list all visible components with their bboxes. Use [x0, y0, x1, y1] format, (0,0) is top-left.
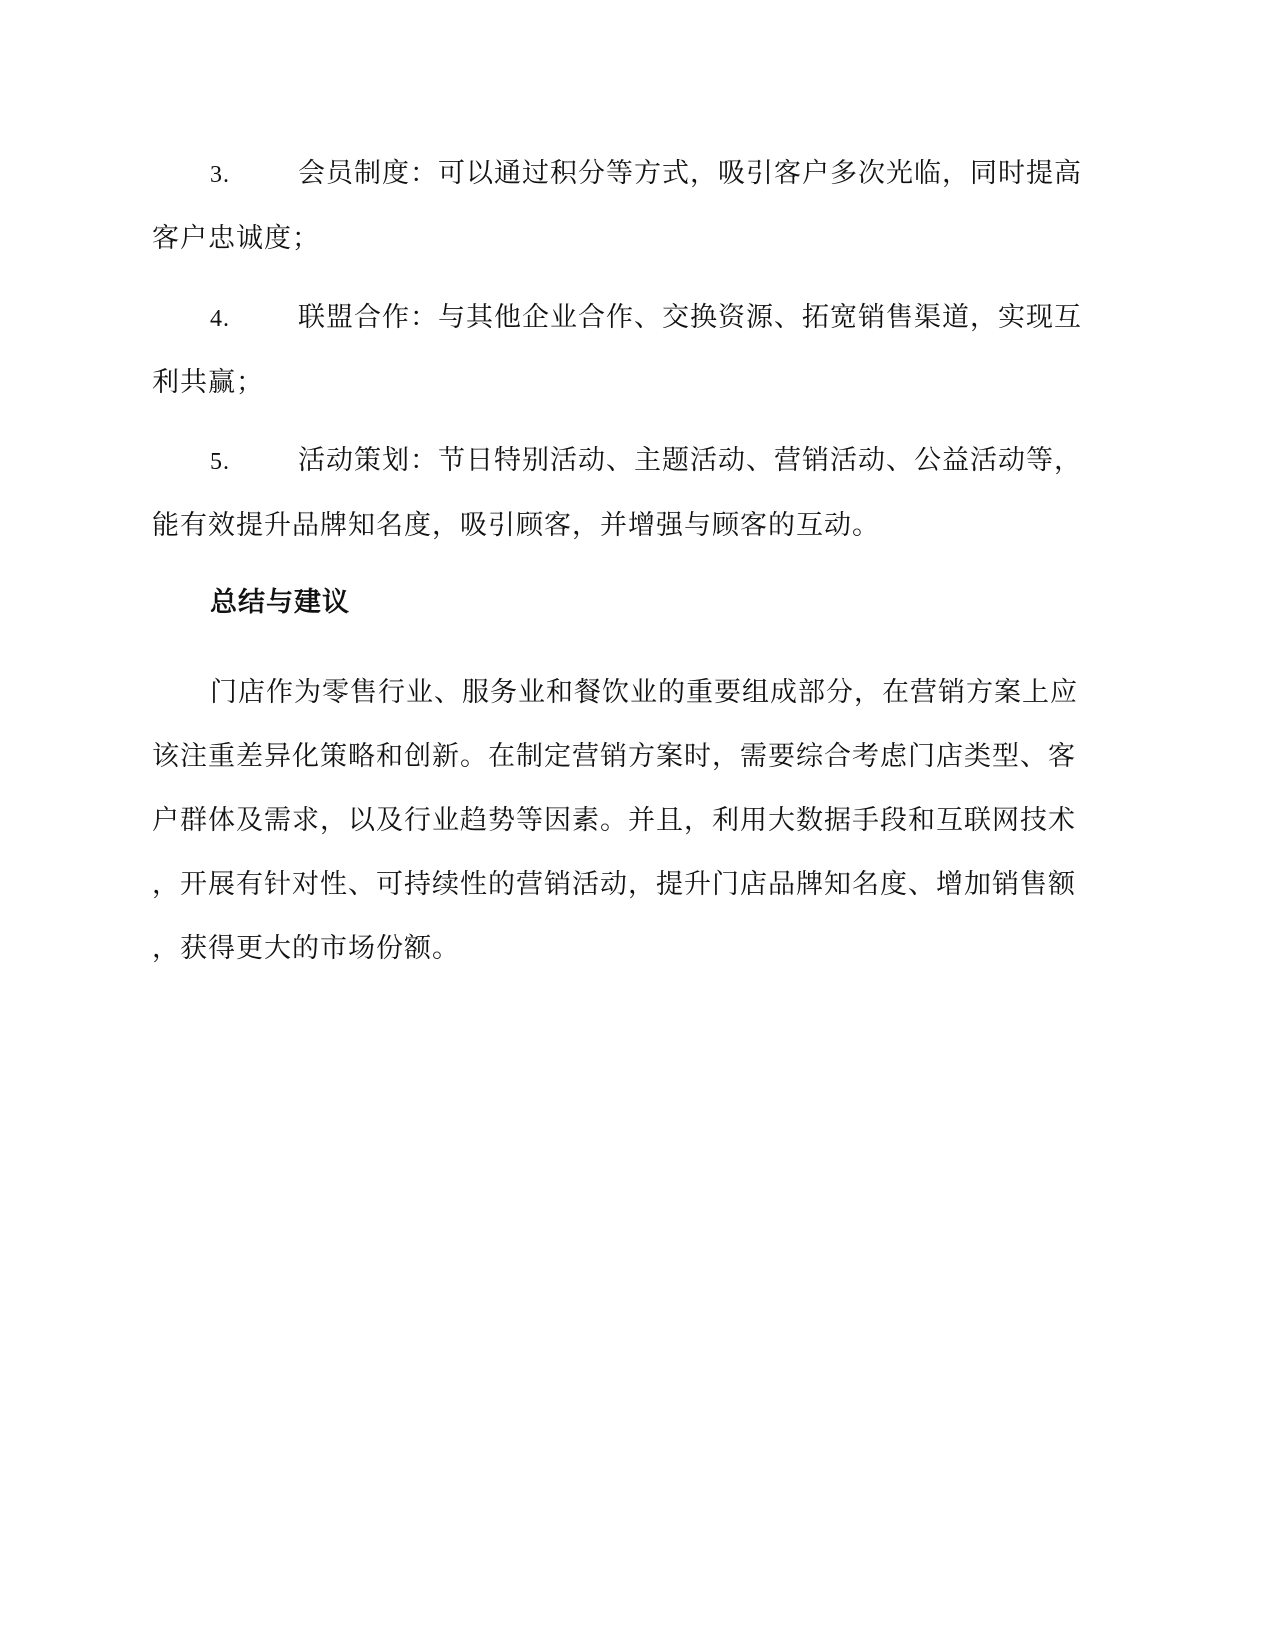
summary-line: 户群体及需求，以及行业趋势等因素。并且，利用大数据手段和互联网技术: [152, 805, 1076, 836]
summary-line: 该注重差异化策略和创新。在制定营销方案时，需要综合考虑门店类型、客: [152, 741, 1076, 772]
list-item-membership: [152, 142, 1114, 271]
list-item-text: 联盟合作：与其他企业合作、交换资源、拓宽销售渠道，实现互: [298, 302, 1082, 333]
summary-line: ，获得更大的市场份额。: [152, 933, 460, 964]
list-item-continuation: 利共赢；: [152, 367, 264, 398]
section-heading: 总结与建议: [210, 587, 350, 618]
list-item-continuation: 能有效提升品牌知名度，吸引顾客，并增强与顾客的互动。: [152, 510, 880, 541]
list-number: 4.: [210, 306, 230, 332]
list-item-events: [152, 429, 1114, 558]
list-item-first-line: [152, 142, 1114, 207]
summary-paragraph: [152, 661, 1114, 981]
list-item-alliance: [152, 286, 1114, 415]
list-item-text: 活动策划：节日特别活动、主题活动、营销活动、公益活动等，: [298, 445, 1082, 476]
list-item-text: 会员制度：可以通过积分等方式，吸引客户多次光临，同时提高: [298, 158, 1082, 189]
list-item-first-line: [152, 286, 1114, 351]
list-number: 5.: [210, 449, 230, 475]
list-item-first-line: [152, 429, 1114, 494]
list-number: 3.: [210, 162, 230, 188]
list-item-continuation: 客户忠诚度；: [152, 223, 320, 254]
summary-line: ，开展有针对性、可持续性的营销活动，提升门店品牌知名度、增加销售额: [152, 869, 1076, 900]
summary-line: 门店作为零售行业、服务业和餐饮业的重要组成部分，在营销方案上应: [210, 677, 1078, 708]
